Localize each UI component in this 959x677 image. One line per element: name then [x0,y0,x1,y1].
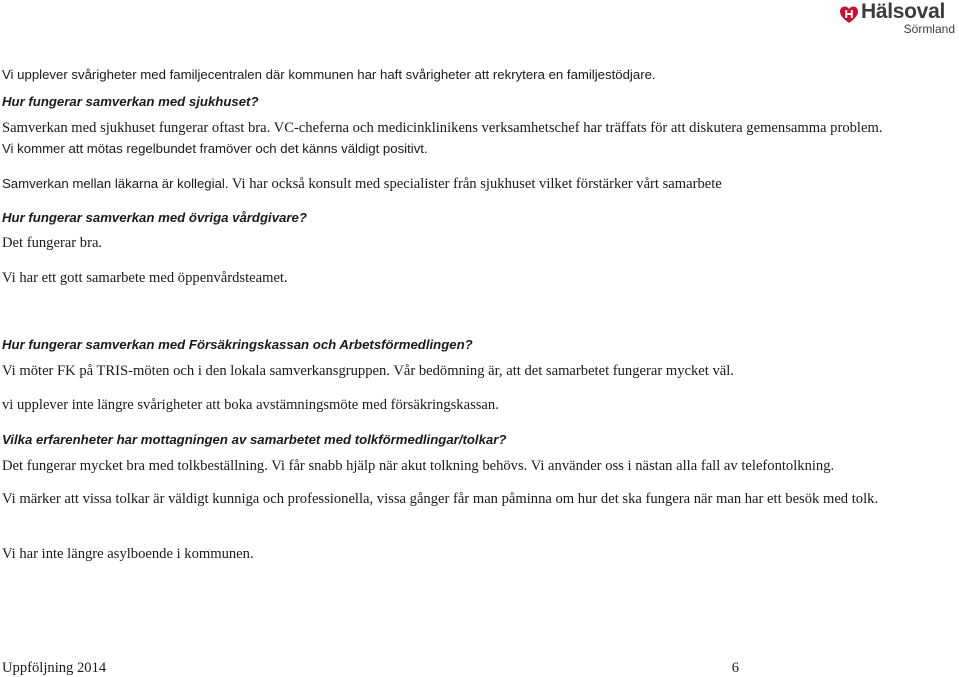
page-number: 6 [731,660,739,676]
footer-title: Uppföljning 2014 [2,660,107,676]
question-tolkformedlingar: Vilka erfarenheter har mottagningen av samarbetet med tolkförmedlingar/tolkar? [2,432,507,447]
paragraph-tris-moten: Vi möter FK på TRIS-möten och i den lokala samverkansgruppen. Vår bedömning är, att det samarbetet fungerar mycket väl. [2,363,734,379]
paragraph-familjecentral: Vi upplever svårigheter med familjecentralen där kommunen har haft svårigheter att rekrytera en familjestödjare. [2,67,656,82]
page-footer [2,659,739,677]
logo-name: Hälsoval [861,0,945,23]
paragraph-asylboende: Vi har inte längre asylboende i kommunen. [2,546,254,562]
halsoval-logo [839,2,957,36]
heart-logo-icon [839,5,859,25]
paragraph-lakarna-part1: Samverkan mellan läkarna är kollegial. [2,176,229,191]
paragraph-motas-regelbundet: Vi kommer att mötas regelbundet framöver och det känns väldigt positivt. [2,141,428,156]
question-forsakringskassan: Hur fungerar samverkan med Försäkringskassan och Arbetsförmedlingen? [2,337,473,352]
question-sjukhuset: Hur fungerar samverkan med sjukhuset? [2,94,259,109]
paragraph-avstamningsmote: vi upplever inte längre svårigheter att boka avstämningsmöte med försäkringskassan. [2,397,499,413]
paragraph-lakarna [2,175,943,193]
paragraph-fungerar-bra: Det fungerar bra. [2,235,103,251]
paragraph-samverkan-sjukhuset: Samverkan med sjukhuset fungerar oftast bra. VC-cheferna och medicinklinikens verksamhetschef har träffats för att diskutera gemensamma problem. [2,120,883,136]
paragraph-tolkbestallning: Det fungerar mycket bra med tolkbeställning. Vi får snabb hjälp när akut tolkning behövs. Vi använder oss i nästan alla fall av telefontolkning. [2,458,835,474]
question-ovriga-vardgivare: Hur fungerar samverkan med övriga vårdgivare? [2,210,307,225]
paragraph-tolkar: Vi märker att vissa tolkar är väldigt kunniga och professionella, vissa gånger får man påminna om hur det ska fungera när man har ett besök med tolk. [2,491,879,507]
paragraph-oppenvardsteamet: Vi har ett gott samarbete med öppenvårdsteamet. [2,270,288,286]
paragraph-lakarna-part2: Vi har också konsult med specialister från sjukhuset vilket förstärker vårt samarbete [228,176,722,192]
logo-region: Sörmland [903,22,955,36]
